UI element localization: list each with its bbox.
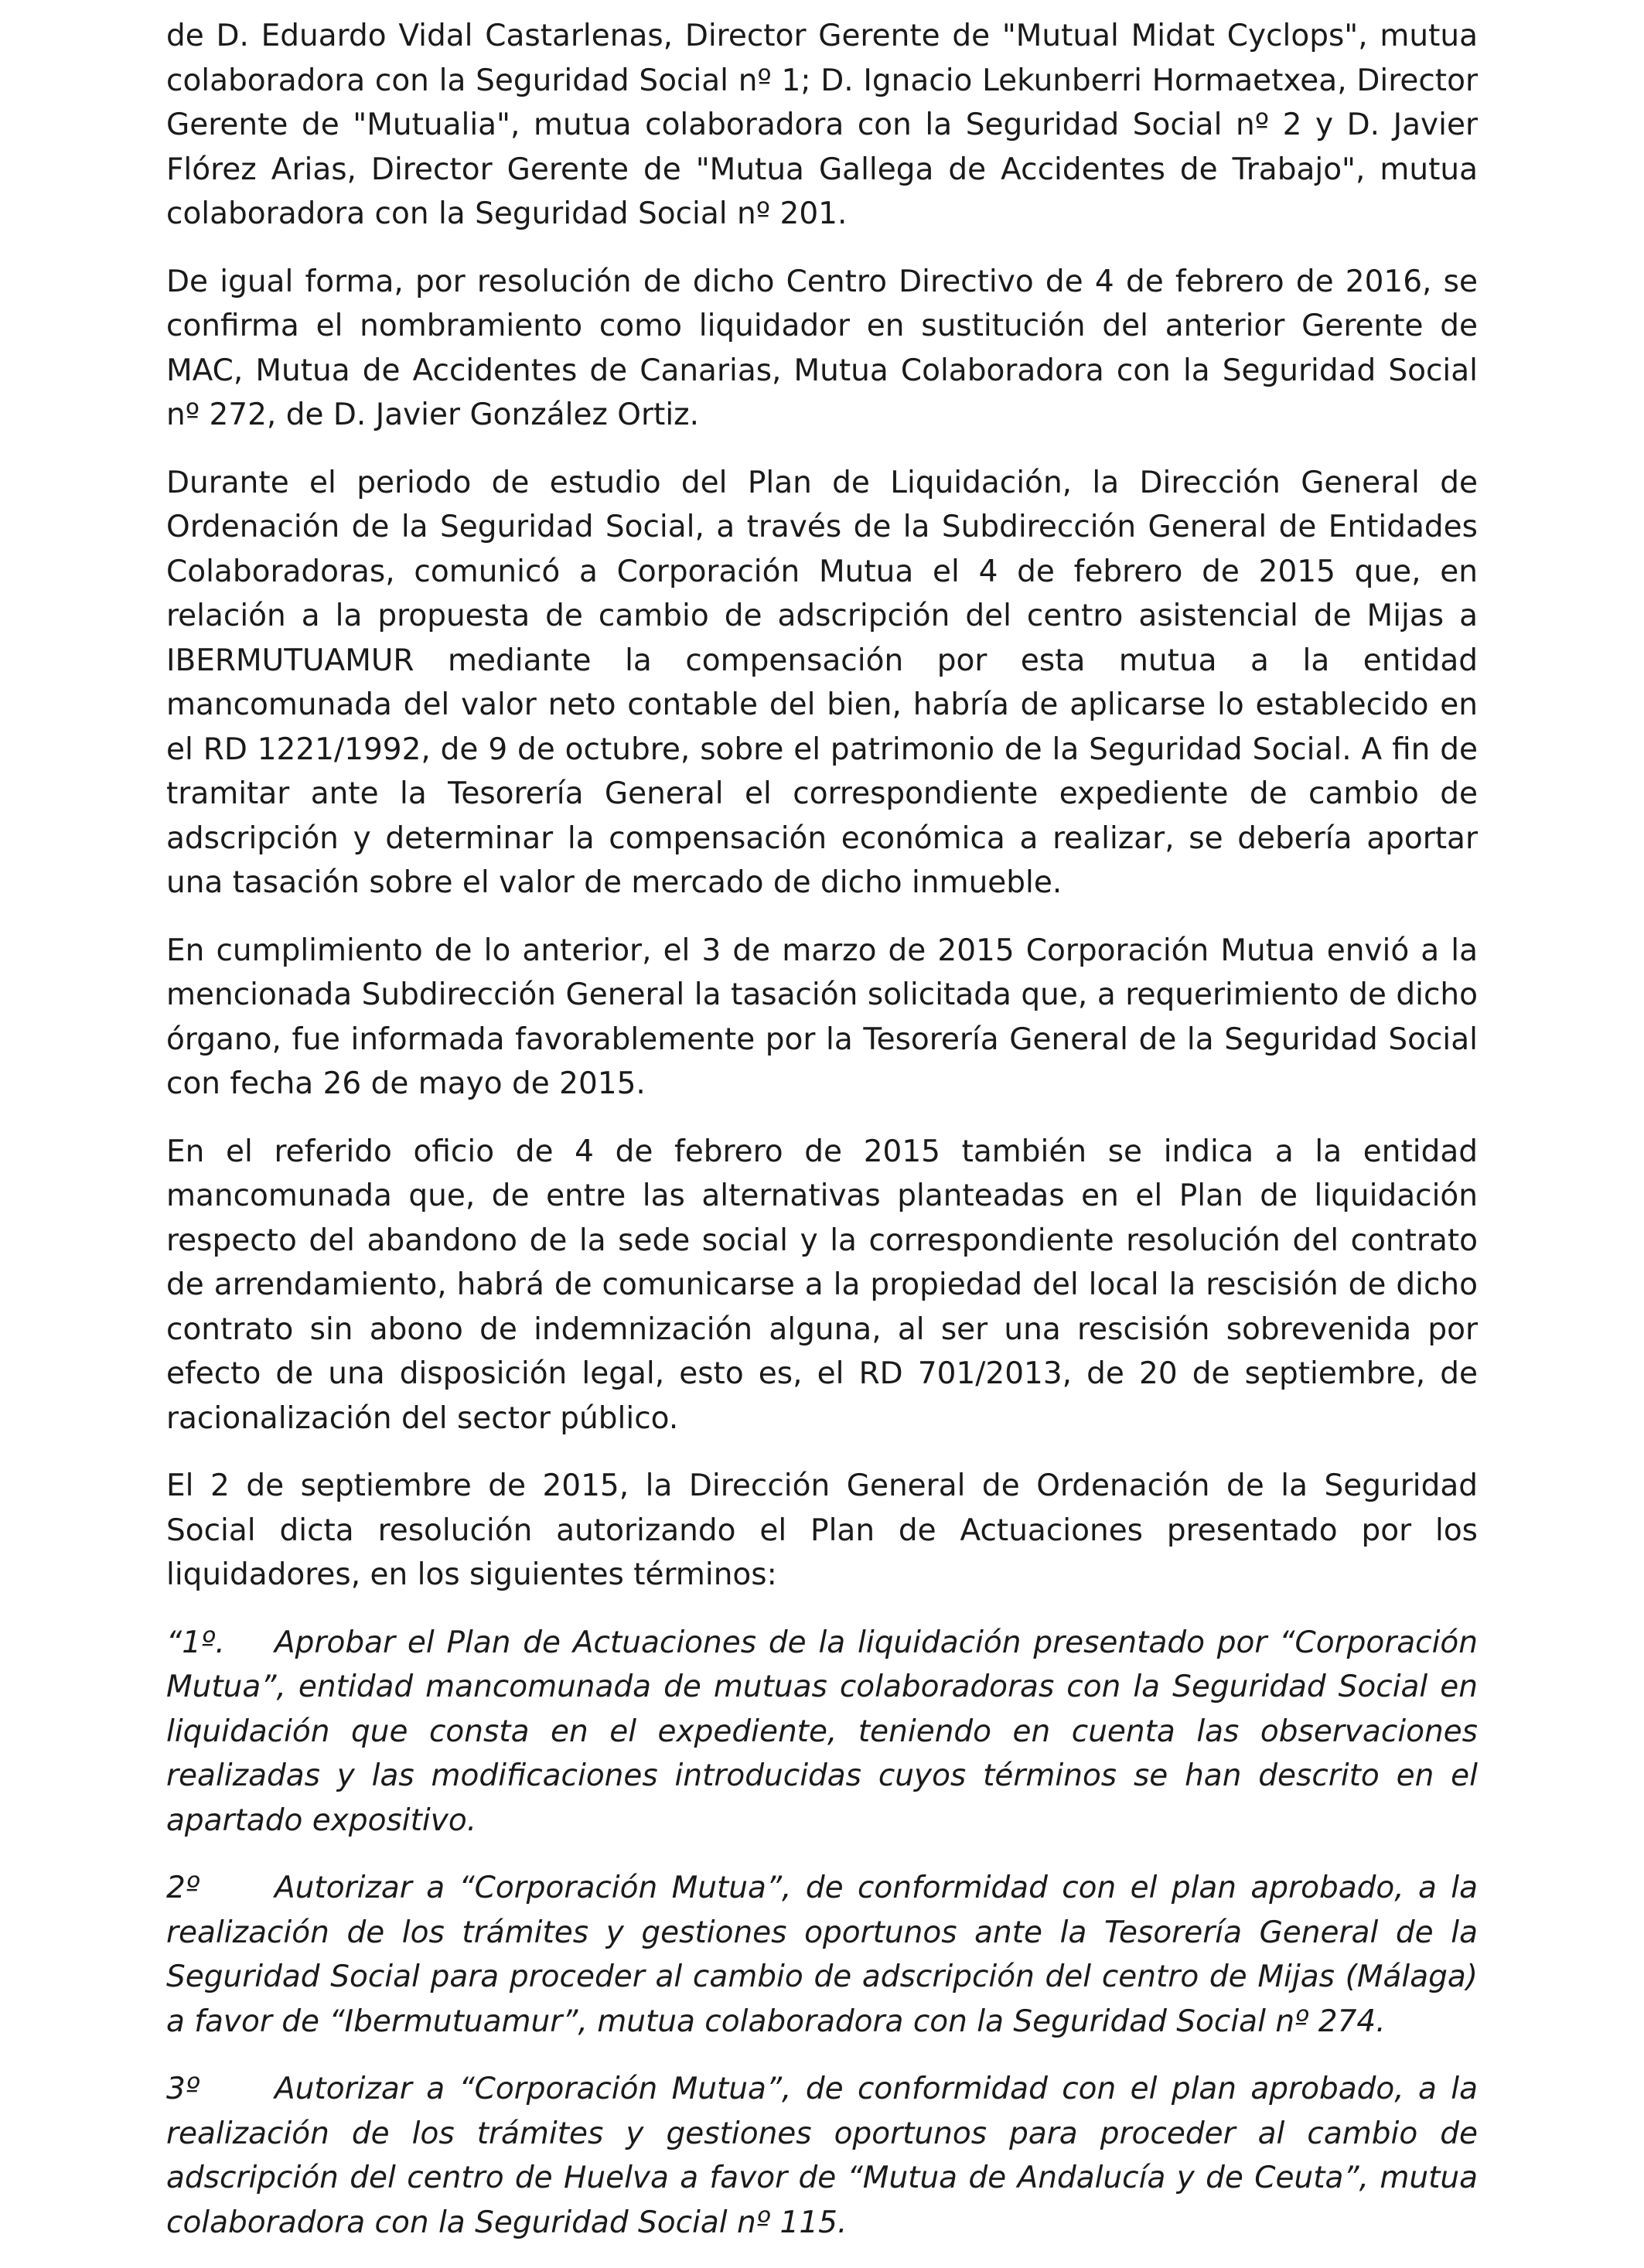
quote-item-number: 2º [166, 1871, 200, 1905]
quote-item-number: “1º. [166, 1625, 225, 1660]
quote-item-text: Autorizar a “Corporación Mutua”, de conformidad con el plan aprobado, a la realización de los trámites y gestiones oportunos para proceder al cambio de adscripción del centro de Huelva a favor de “Mutua de Andalucía y de Ceuta”, mutua colaboradora con la Seguridad Social nº 115. [166, 2072, 1478, 2240]
quote-item-1 [166, 1621, 1478, 1843]
document-page [166, 14, 1478, 2268]
quote-item-2 [166, 1866, 1478, 2044]
paragraph-liquidators: de D. Eduardo Vidal Castarlenas, Director Gerente de "Mutual Midat Cyclops", mutua colaboradora con la Seguridad Social nº 1; D. Ignacio Lekunberri Hormaetxea, Director Gerente de "Mutualia", mutua colaboradora con la Seguridad Social nº 2 y D. Javier Flórez Arias, Director Gerente de "Mutua Gallega de Accidentes de Trabajo", mutua colaboradora con la Seguridad Social nº 201. [166, 19, 1478, 231]
quote-item-text: Aprobar el Plan de Actuaciones de la liquidación presentado por “Corporación Mutua”, entidad mancomunada de mutuas colaboradoras con la Seguridad Social en liquidación que consta en el expediente, teniendo en cuenta las observaciones realizadas y las modificaciones introducidas cuyos términos se han descrito en el apartado expositivo. [166, 1625, 1478, 1838]
paragraph-lease-termination: En el referido oficio de 4 de febrero de 2015 también se indica a la entidad mancomunada que, de entre las alternativas planteadas en el Plan de liquidación respecto del abandono de la sede social y la correspondiente resolución del contrato de arrendamiento, habrá de comunicarse a la propiedad del local la rescisión de dicho contrato sin abono de indemnización alguna, al ser una rescisión sobrevenida por efecto de una disposición legal, esto es, el RD 701/2013, de 20 de septiembre, de racionalización del sector público. [166, 1134, 1478, 1436]
quote-item-text: Autorizar a “Corporación Mutua”, de conformidad con el plan aprobado, a la realización de los trámites y gestiones oportunos ante la Tesorería General de la Seguridad Social para proceder al cambio de adscripción del centro de Mijas (Málaga) a favor de “Ibermutuamur”, mutua colaboradora con la Seguridad Social nº 274. [166, 1871, 1478, 2039]
paragraph-resolution-intro: El 2 de septiembre de 2015, la Dirección General de Ordenación de la Seguridad Social dicta resolución autorizando el Plan de Actuaciones presentado por los liquidadores, en los siguientes términos: [166, 1468, 1478, 1592]
quote-item-3 [166, 2067, 1478, 2245]
paragraph-appraisal: En cumplimiento de lo anterior, el 3 de marzo de 2015 Corporación Mutua envió a la mencionada Subdirección General la tasación solicitada que, a requerimiento de dicho órgano, fue informada favorablemente por la Tesorería General de la Seguridad Social con fecha 26 de mayo de 2015. [166, 933, 1478, 1101]
paragraph-mac-appointment: De igual forma, por resolución de dicho Centro Directivo de 4 de febrero de 2016, se confirma el nombramiento como liquidador en sustitución del anterior Gerente de MAC, Mutua de Accidentes de Canarias, Mutua Colaboradora con la Seguridad Social nº 272, de D. Javier González Ortiz. [166, 264, 1478, 432]
paragraph-mijas-center: Durante el periodo de estudio del Plan de Liquidación, la Dirección General de Ordenación de la Seguridad Social, a través de la Subdirección General de Entidades Colaboradoras, comunicó a Corporación Mutua el 4 de febrero de 2015 que, en relación a la propuesta de cambio de adscripción del centro asistencial de Mijas a IBERMUTUAMUR mediante la compensación por esta mutua a la entidad mancomunada del valor neto contable del bien, habría de aplicarse lo establecido en el RD 1221/1992, de 9 de octubre, sobre el patrimonio de la Seguridad Social. A fin de tramitar ante la Tesorería General el correspondiente expediente de cambio de adscripción y determinar la compensación económica a realizar, se debería aportar una tasación sobre el valor de mercado de dicho inmueble. [166, 465, 1478, 900]
quote-item-number: 3º [166, 2072, 200, 2106]
